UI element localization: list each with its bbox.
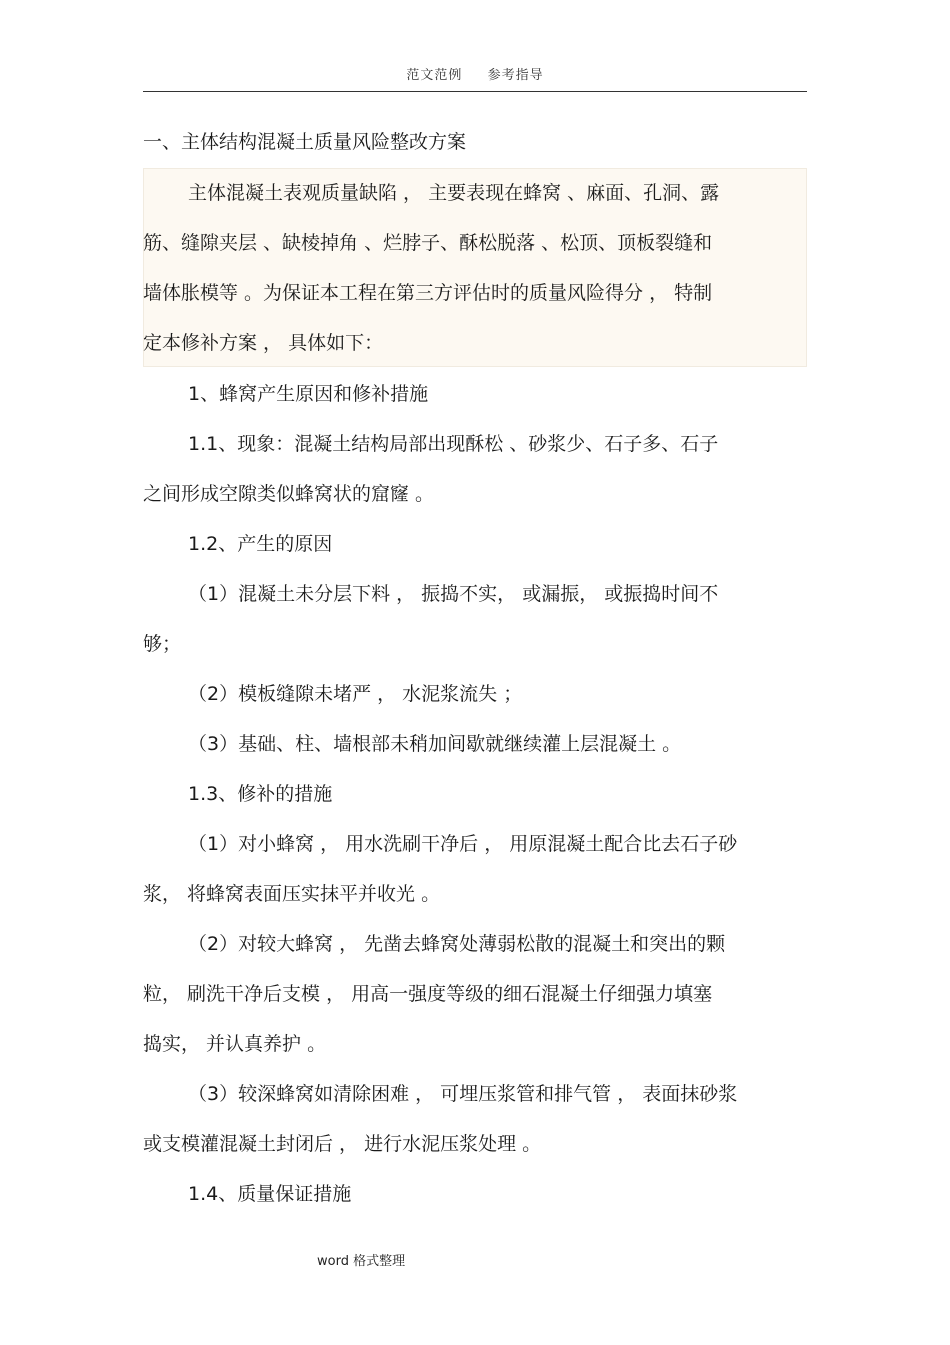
header-left-text: 范文范例 bbox=[406, 68, 463, 83]
body-line: （3）基础、柱、墙根部未稍加间歇就继续灌上层混凝土 。 bbox=[188, 733, 682, 755]
body-line: （1）混凝土未分层下料 ， 振捣不实， 或漏振， 或振捣时间不 bbox=[188, 583, 719, 605]
body-line: 捣实， 并认真养护 。 bbox=[143, 1033, 327, 1055]
body-line: 或支模灌混凝土封闭后 ， 进行水泥压浆处理 。 bbox=[143, 1133, 542, 1155]
body-line: 够； bbox=[143, 633, 182, 655]
page-footer: word 格式整理 bbox=[317, 1254, 406, 1269]
body-line: 1.3、修补的措施 bbox=[188, 783, 333, 805]
body-line: （3）较深蜂窝如清除困难 ， 可埋压浆管和排气管 ， 表面抹砂浆 bbox=[188, 1083, 738, 1105]
body-line: 浆， 将蜂窝表面压实抹平并收光 。 bbox=[143, 883, 441, 905]
body-line: 粒， 刷洗干净后支模 ， 用高一强度等级的细石混凝土仔细强力填塞 bbox=[143, 983, 713, 1005]
intro-line: 筋、缝隙夹层 、缺棱掉角 、烂脖子、酥松脱落 、松顶、顶板裂缝和 bbox=[143, 232, 713, 254]
section-title: 一、主体结构混凝土质量风险整改方案 bbox=[143, 131, 467, 153]
body-line: 1、蜂窝产生原因和修补措施 bbox=[188, 383, 429, 405]
body-line: （1）对小蜂窝 ， 用水洗刷干净后 ， 用原混凝土配合比去石子砂 bbox=[188, 833, 738, 855]
header-right-text: 参考指导 bbox=[487, 68, 544, 83]
body-line: 1.2、产生的原因 bbox=[188, 533, 333, 555]
intro-line: 主体混凝土表观质量缺陷 ， 主要表现在蜂窝 、麻面、孔洞、露 bbox=[188, 182, 720, 204]
page-header bbox=[0, 64, 950, 83]
header-rule bbox=[143, 91, 807, 92]
body-line: 1.4、质量保证措施 bbox=[188, 1183, 352, 1205]
body-line: （2）对较大蜂窝 ， 先凿去蜂窝处薄弱松散的混凝土和突出的颗 bbox=[188, 933, 726, 955]
body-line: 1.1、现象：混凝土结构局部出现酥松 、砂浆少、石子多、石子 bbox=[188, 433, 719, 455]
intro-line: 定本修补方案 ， 具体如下： bbox=[143, 332, 384, 354]
body-line: 之间形成空隙类似蜂窝状的窟窿 。 bbox=[143, 483, 435, 505]
body-line: （2）模板缝隙未堵严 ， 水泥浆流失 ； bbox=[188, 683, 523, 705]
intro-line: 墙体胀模等 。为保证本工程在第三方评估时的质量风险得分 ， 特制 bbox=[143, 282, 713, 304]
